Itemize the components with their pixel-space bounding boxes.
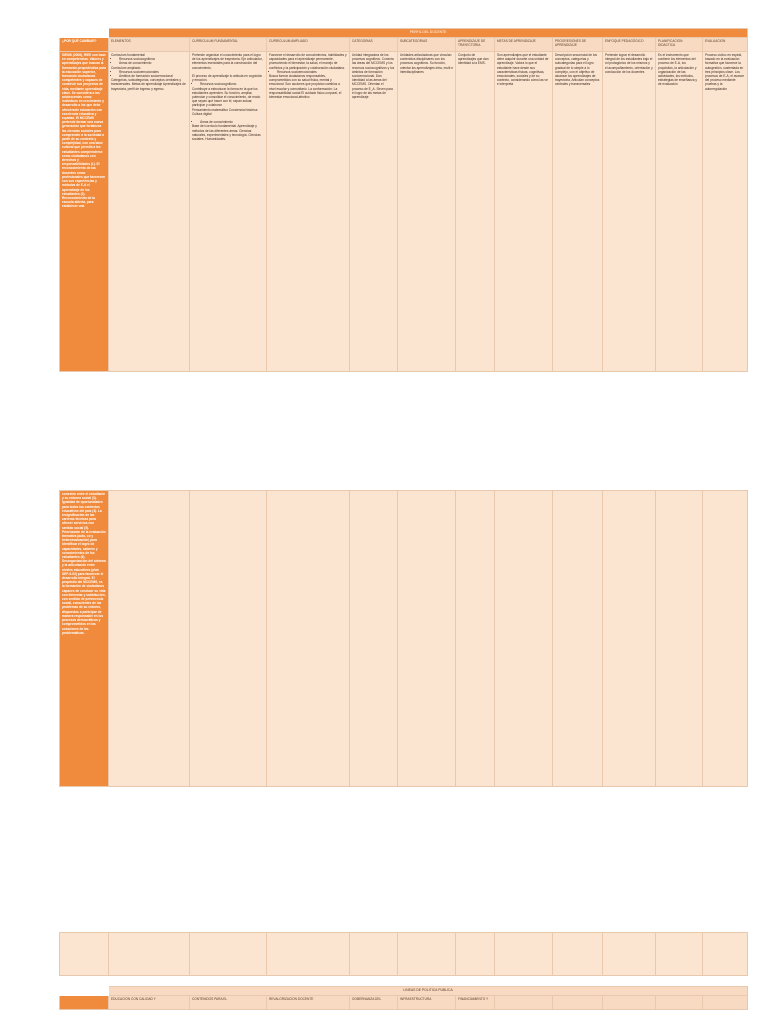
policy-header-3: REVALORIZACION DOCENTE <box>267 996 350 1010</box>
paragraph: Base del currículo fundamental. Aprendizaje y métodos de las diferentes áreas. Ciencias naturales, experimentales y tecnología. Ciencias sociales. Humanidades. <box>192 124 261 142</box>
planificacion-cell: Es el instrumento que contiene los elementos del proceso de E-A, los propósitos, la articulación y organización de las actividades, los métodos, estrategias de enseñanza y de evaluación <box>656 52 703 372</box>
table-cell <box>553 996 603 1010</box>
table-cell <box>398 933 456 976</box>
categorias-cell: Unidad integradora de los procesos cognitivos. Conecta las áreas del MCCEMS y los recursos sociocognitivos y los ámbitos de formación socioemocional. Dan identidad a las áreas del MCCEMS. Orientan el proceso de E_A. Sirven para el logro de las metas de aprendizaje <box>350 52 398 372</box>
why-text-continued: conexión entre el estudiante y su entorno social (3). Igualdad de oportunidades para todos los contextos educativos del país (4). La resignificación de las carreras técnicas para ofrecer servicios con sentido social (5). Priorización de la evaluación formativa (auto, co y heteroevaluación) para identificar el logro de capacidades, saberes y conocimientos de los estudiantes (6). Desorganización del sistema y la articulación entre niveles educativos (plan SEP-II-03) para favorecer el desarrollo integral. El propósito del MCCEMS, es la formación de ciudadanos capaces de conducir su vida con bienestar y satisfacción, con sentido de pertenencia social, conscientes de los problemas de su entorno, dispuestos a participar de manera responsable en los procesos democráticos y comprometidos en las soluciones de las problemáticas. <box>60 491 109 787</box>
table-cell <box>603 996 656 1010</box>
header-subcategorias: SUBCATEGORIAS <box>398 38 456 52</box>
evaluacion-cell: Proceso cíclico en espiral, basado en la evaluación formativa que favorece la autogestión, sustentada en tres principios clave. Los procesos de E-A, el avance del proceso mediante pruebas y la autorregulación <box>703 52 748 372</box>
list-item: • Recursos sociocognitivos: <box>200 82 264 86</box>
fundamental-cell <box>190 52 267 372</box>
header-metas: METAS DE APRENDIZAJE <box>495 38 553 52</box>
table-cell <box>703 996 748 1010</box>
paragraph: Pretende organizar el conocimiento para el logro de los aprendizajes de trayectoria. Eje articulador, elementos esenciales para la construcción del conocimiento. <box>192 53 263 70</box>
amp-list <box>111 70 187 78</box>
elements-rest: Categorías, subcategorías, conceptos centrales y transversales. Metas de aprendizaje Aprendizajes de trayectoria, perfil de ingreso y egreso. <box>111 78 186 91</box>
table-cell <box>656 933 703 976</box>
table-cell <box>656 491 703 787</box>
table-cell <box>553 491 603 787</box>
table-cell <box>350 933 398 976</box>
table-cell <box>190 491 267 787</box>
table-cell <box>267 491 350 787</box>
header-evaluacion: EVALUACION <box>703 38 748 52</box>
header-planificacion: PLANIFICACION DIDACTICA <box>656 38 703 52</box>
policy-header-4: GOBERNANZA DEL <box>350 996 398 1010</box>
fund-label: Curriculum fundamental <box>111 53 145 57</box>
list-item: • Áreas de conocimiento: <box>200 120 264 124</box>
table-cell <box>603 933 656 976</box>
table-cell <box>703 933 748 976</box>
table-cell <box>495 933 553 976</box>
paragraph: Busca formar ciudadanos responsables, comprometidos con su salud física, mental y emocional. Son acciones que propician cambios a nivel escolar y comunitario. La conformación: La responsabilidad social El cuidado físico-corporal, el bienestar emocional-afectivo <box>269 74 342 100</box>
header-fundamental: CURRICULUM FUNDAMENTAL <box>190 38 267 52</box>
header-trayectoria: APRENDIZAJE DE TRAYECTORIA <box>456 38 495 52</box>
policy-table <box>59 986 748 1010</box>
list-item: • Áreas de conocimiento <box>119 61 187 65</box>
header-enfoque: ENFOQUE PEDAGÓGICO <box>603 38 656 52</box>
table-cell <box>109 491 190 787</box>
elements-cell <box>109 52 190 372</box>
policy-header-6: FINANCIAMIENTO Y <box>456 996 495 1010</box>
table-cell <box>495 996 553 1010</box>
header-why: ¿POR QUÉ CAMBIAR? <box>60 38 109 52</box>
list-item: • Recursos socioemocionales <box>277 70 347 74</box>
list-item: • Recursos socioemocionales <box>119 70 187 74</box>
table-title: PERFIL DEL DOCENTE <box>109 29 748 38</box>
list-item: • Recursos sociocognitivos <box>119 57 187 61</box>
table-cell <box>109 933 190 976</box>
header-ampliado: CURRICULUM AMPLIADO <box>267 38 350 52</box>
table-cell <box>190 933 267 976</box>
table-cell <box>456 491 495 787</box>
ampliado-cell <box>267 52 350 372</box>
why-text: SIEMS (2008), RIEE con base en competencias. Valores y aprendizajes que buscan la formación propedéutica para la educación superior, formando ciudadanos competentes y capaces de construir sus proyectos de vida, mediante aprendizaje clave. Se considera a los adolescentes como individuos en crecimiento y desarrollo a los que debe ofrecérsele educación con excelencia educativa y equidad. El MCCEMS pretende formar una nueva generación que fortalezca las ciencias sociales para comprender a la sociedad a partir de su contexto y complejidad, con una base cultural que permita a los estudiantes comprenderse como ciudadanos con derechos y responsabilidades (1). El reconocimiento de los docentes como profesionales que favorecen con sus experiencias y métodos de E-A el aprendizaje de los estudiantes (2). Reconocimiento de la escuela abierta, para establecer una <box>60 52 109 372</box>
table-cell <box>603 491 656 787</box>
amp-label: Curriculum ampliado: <box>111 65 142 70</box>
table-cell <box>495 491 553 787</box>
table-cell <box>60 933 109 976</box>
policy-header-2: CONTENIDOS PARA EL <box>190 996 267 1010</box>
paragraph: Pensamiento matemático Conciencia histórica Cultura digital <box>192 107 258 116</box>
paragraph: Contribuye a estructurar la forma en la que los estudiantes aprenden. Su función, ampliar, potenciar y consolidar el conocimiento, de modo que sepan qué hacer con él, sepan actuar, participar y colaborar <box>192 86 261 108</box>
policy-header-1: EDUCACION CON CALIDAD Y <box>109 996 190 1010</box>
progresiones-cell: Descripción secuencial de los conceptos, categorías y subcategorías para el logro gradual de lo simple a lo complejo, con el objetivo de alcanzar los aprendizajes de trayectoria. Articulan conceptos centrales y transversales <box>553 52 603 372</box>
trayectoria-cell: Conjunto de aprendizajes que dan identidad a la EMS. <box>456 52 495 372</box>
enfoque-cell: Pretende lograr el desarrollo integral de los estudiantes bajo el rol protagónico de los mismos y el acompañamiento, orientación y conducción de los docentes <box>603 52 656 372</box>
policy-section-title: LINEAS DE POLITICA PUBLICA <box>109 987 748 996</box>
header-progresiones: PROGRESIONES DE APRENDIZAJE <box>553 38 603 52</box>
table-cell <box>456 933 495 976</box>
header-categorias: CATEGORIAS <box>350 38 398 52</box>
table-cell <box>60 996 109 1010</box>
table-cell <box>267 933 350 976</box>
paragraph: El proceso de aprendizaje lo articula en cognición y emoción. <box>192 74 263 83</box>
table-cell <box>656 996 703 1010</box>
curriculum-table-continued <box>59 490 748 787</box>
curriculum-table <box>59 28 748 372</box>
table-cell <box>350 491 398 787</box>
list-item: • Ámbitos de formación socioemocional <box>119 74 187 78</box>
paragraph: Favorece el desarrollo de conocimientos, habilidades y capacidades para el aprendizaje permanente, promoviendo el bienestar, la salud, el manejo de conflictos y la participación y colaboración ciudadana. <box>269 53 347 70</box>
table-cell <box>553 933 603 976</box>
table-cell <box>398 491 456 787</box>
blank-row-table <box>59 932 748 976</box>
header-elements: ELEMENTOS <box>109 38 190 52</box>
subcategorias-cell: Unidades articuladoras que vinculan contenidos disciplinares con los procesos cognitivos. Su función, orientar los aprendizajes intra, multi e interdisciplinares <box>398 52 456 372</box>
table-cell <box>703 491 748 787</box>
metas-cell: Son aprendizajes que el estudiante debe adquirir durante una unidad de aprendizaje. Valora lo que el estudiante hace desde sus características físicas, cognitivas, emocionales, sociales y de su contexto, considerando cómo las ve e interpreta <box>495 52 553 372</box>
policy-header-5: INFRAESTRUCTURA <box>398 996 456 1010</box>
fund-list <box>111 57 187 65</box>
